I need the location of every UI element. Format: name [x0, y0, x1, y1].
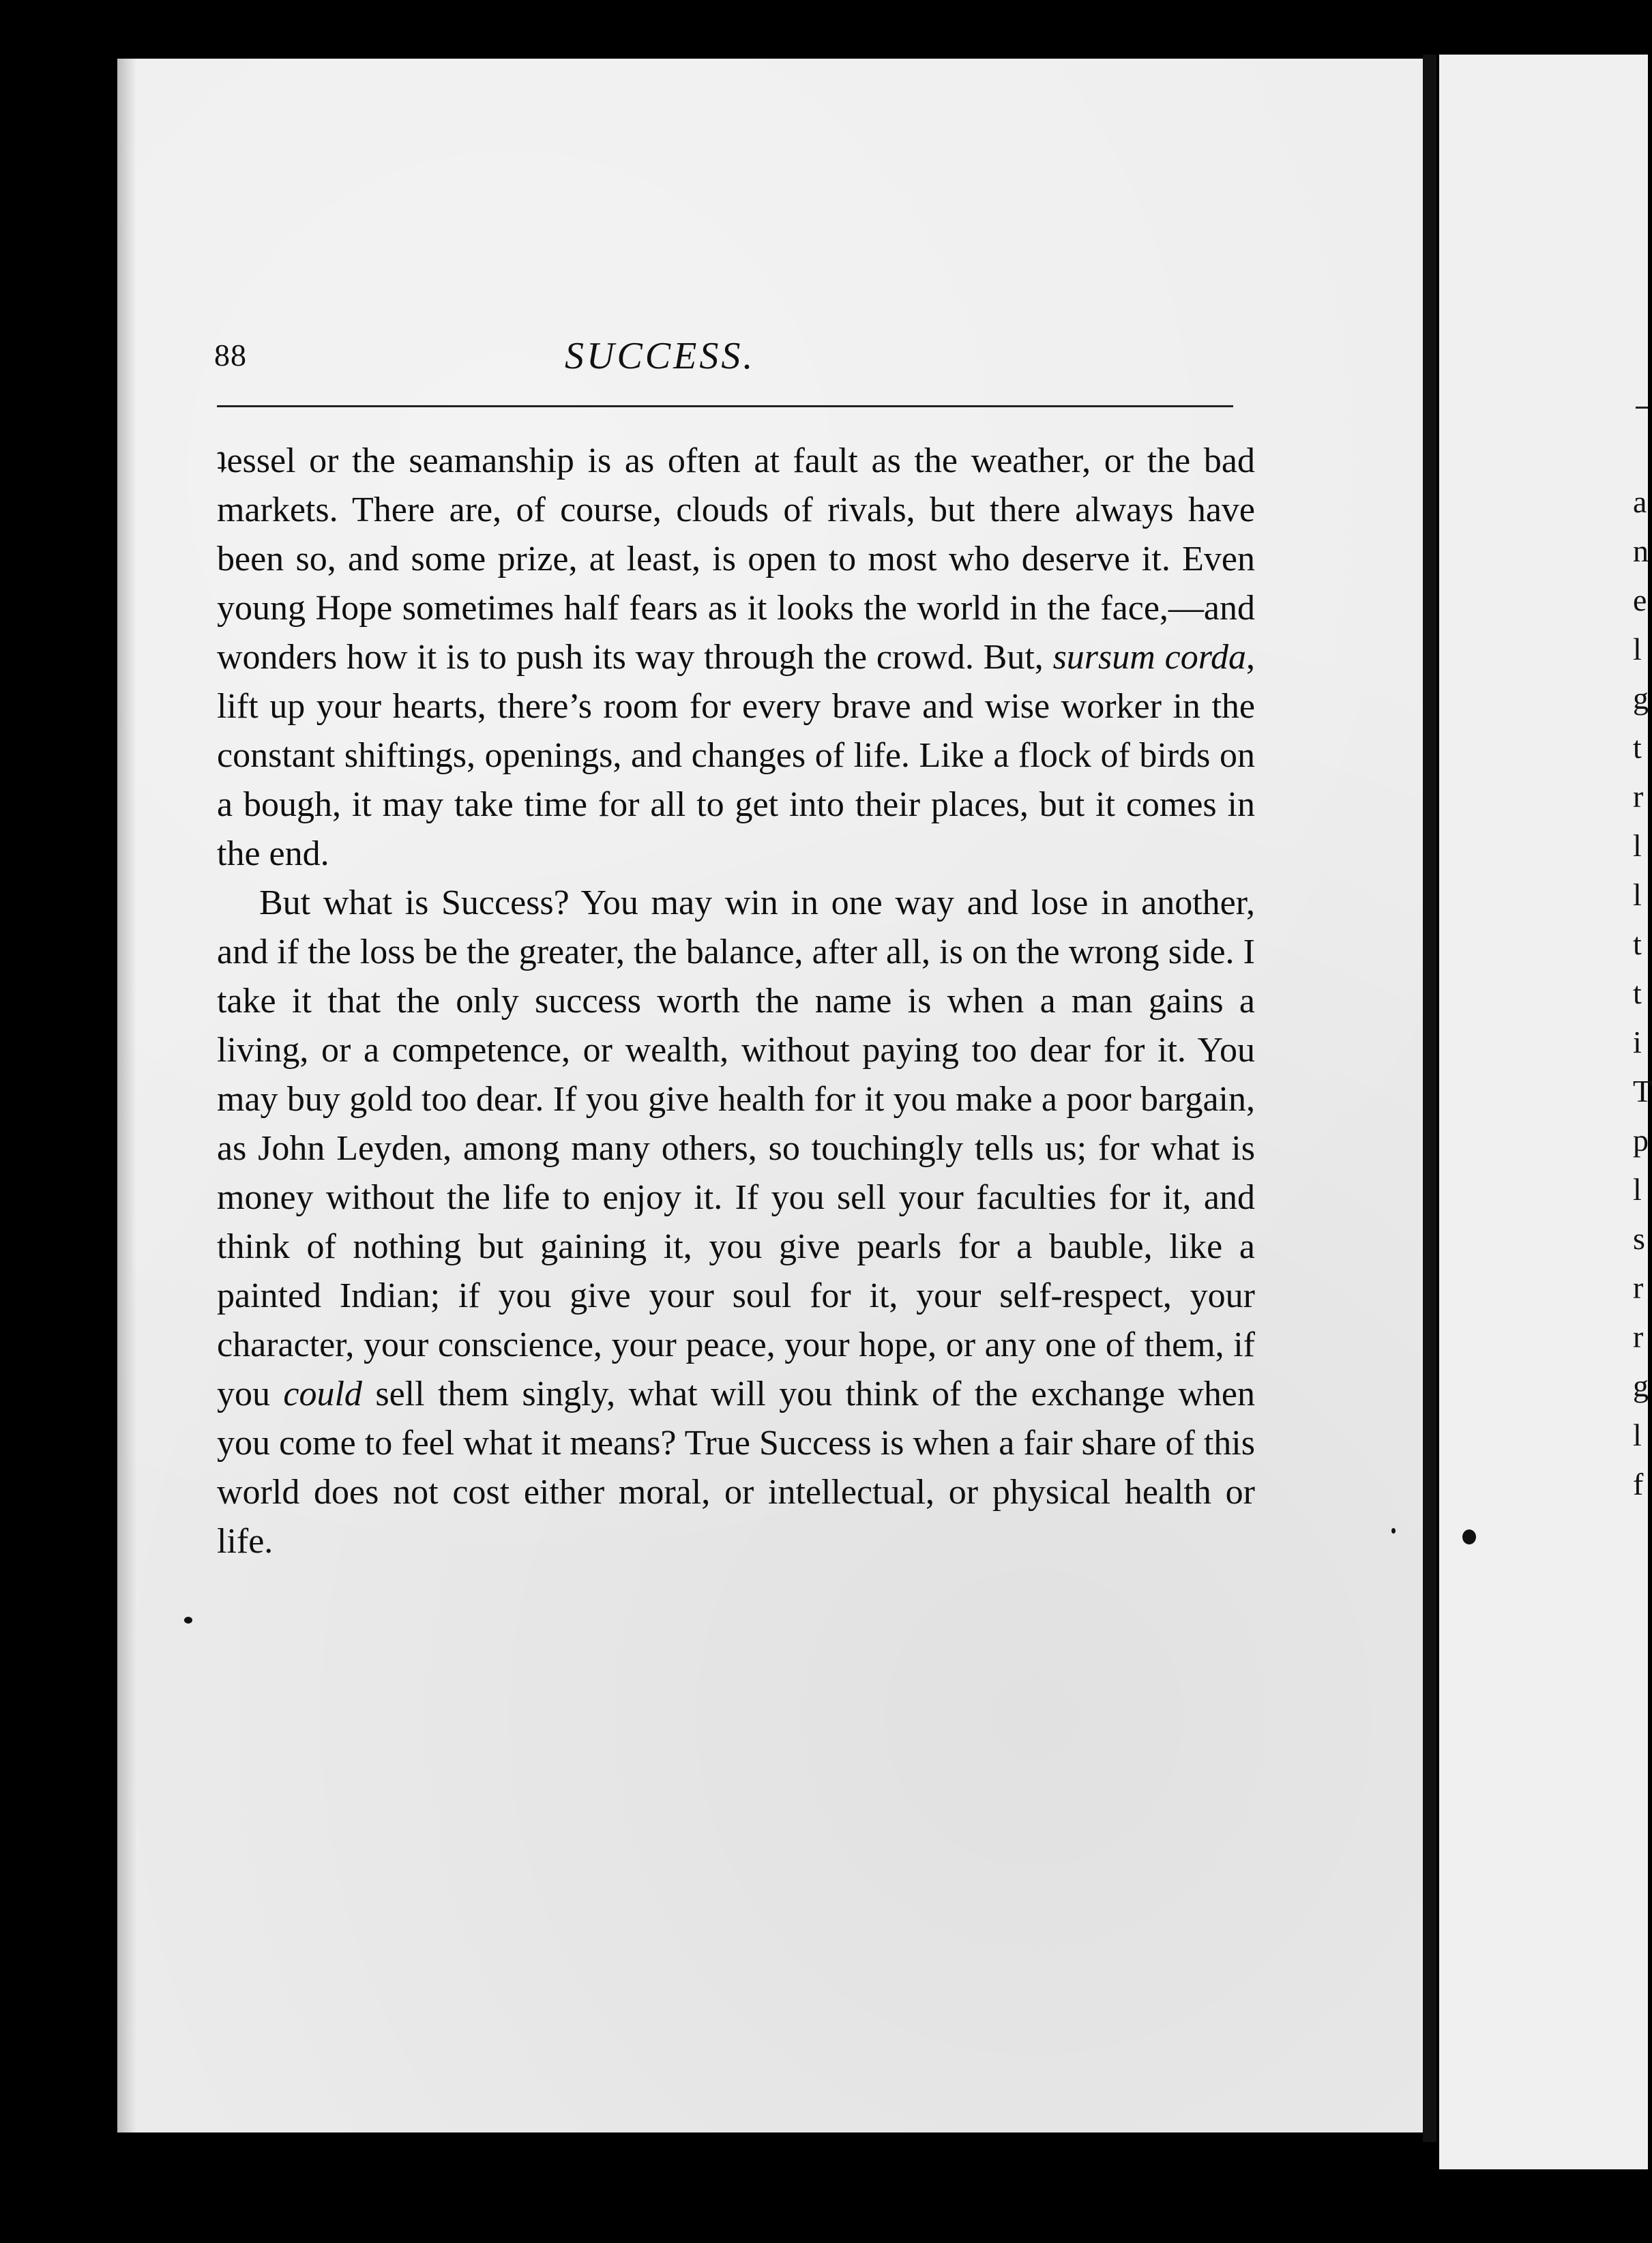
facing-page-letter: i [1633, 1025, 1642, 1059]
facing-page-letter: T [1633, 1074, 1652, 1109]
facing-page-letter: g [1633, 681, 1649, 716]
facing-page-letter: l [1633, 828, 1642, 863]
facing-page-letter: e [1633, 583, 1647, 617]
right-page-edge [1439, 55, 1652, 2169]
facing-page-letter: n [1633, 533, 1649, 568]
facing-page-letter: l [1633, 632, 1642, 666]
running-head [0, 334, 1310, 389]
ink-speck [1391, 1528, 1396, 1534]
facing-page-rule [1636, 407, 1648, 409]
facing-page-letter: l [1633, 1172, 1642, 1207]
ink-speck [1462, 1529, 1476, 1544]
text-run: But what is Success? You may win in one way and lose in another, and if the loss be the greater, the balance, after all, is on the wrong side. I take it that the only success worth the name is when a man gains a living, or a competence, or wealth, without paying too dear for it. You may buy gold too dear. If you give health for it you make a poor bargain, as John Leyden, among many others, so touchingly tells us; for what is money without the life to enjoy it. If you sell your faculties for it, and think of nothing but gaining it, you give pearls for a bauble, like a painted Indian; if you give your soul for it, your self-respect, your character, your conscience, your peace, your hope, or any one of them, if you [217, 883, 1255, 1413]
body-text [217, 437, 1255, 1566]
ink-speck [184, 1617, 192, 1624]
facing-page-letter: f [1633, 1467, 1644, 1501]
facing-page-letter: r [1633, 779, 1644, 814]
facing-page-text-fragments [1633, 478, 1652, 1509]
facing-page-letter: l [1633, 877, 1642, 912]
text-run: sell them singly, what will you think of the exchange when you come to feel what it means? True Success is when a fair share of this world does not cost either moral, or intellectual, or physical health or life. [217, 1375, 1255, 1561]
text-run: , lift up your hearts, there’s room for every brave and wise worker in the constant shiftings, openings, and changes of life. Like a flock of birds on a bough, it may take time for all to get into their places, but it comes in the end. [217, 638, 1255, 873]
facing-page-letter: p [1633, 1123, 1649, 1158]
italic-text-run: could [283, 1375, 362, 1413]
facing-page-letter: l [1633, 1418, 1642, 1452]
facing-page-letter: r [1633, 1270, 1644, 1305]
book-spine [1423, 55, 1436, 2142]
facing-page-letter: r [1633, 1319, 1644, 1354]
paragraph-1 [217, 437, 1255, 879]
running-title: SUCCESS. [565, 335, 756, 377]
facing-page-letter: t [1633, 730, 1642, 765]
paragraph-2 [217, 879, 1255, 1566]
facing-page-letter: t [1633, 926, 1642, 961]
facing-page-letter: t [1633, 976, 1642, 1010]
page-number: 88 [214, 338, 247, 372]
facing-page-letter: g [1633, 1368, 1649, 1403]
text-run: ʇessel or the seamanship is as often at fault as the weather, or the bad markets. There are, of course, clouds of rivals, but there always have been so, and some prize, at least, is open to most who deserve it. Even young Hope sometimes half fears as it looks the world in the face,—and wonders how it is to push its way through the crowd. But, [217, 441, 1255, 677]
italic-text-run: sursum corda [1052, 638, 1246, 677]
facing-page-letter: a [1633, 484, 1647, 519]
facing-page-letter: s [1633, 1221, 1645, 1256]
header-rule [217, 405, 1233, 407]
